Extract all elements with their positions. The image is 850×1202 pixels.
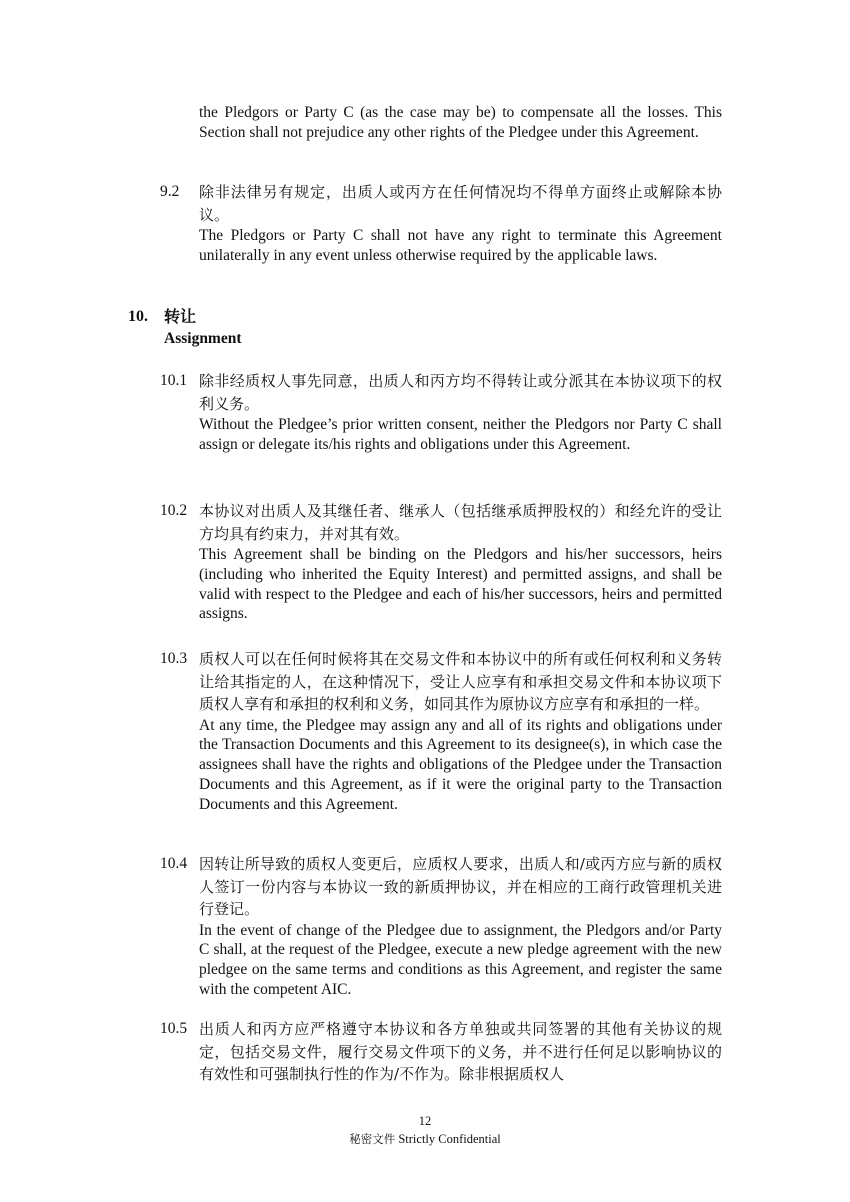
clause-text-en: At any time, the Pledgee may assign any and all of its rights and obligations under the Transaction Documents and this Agreement to its designee(s), in which case the assignees shall have the rights and obligations of the Pledgee under the Transaction Documents and this Agreement, as if it were the original party to the Transaction Documents and this Agreement. [199, 716, 722, 813]
clause-text-zh: 质权人可以在任何时候将其在交易文件和本协议中的所有或任何权利和义务转让给其指定的人，在这种情况下，受让人应享有和承担交易文件和本协议项下质权人享有和承担的权利和义务，如同其作为原协议方应享有和承担的一样。 [199, 650, 722, 713]
clause-10-5 [160, 1018, 726, 1086]
confidential-label-en: Strictly Confidential [398, 1132, 501, 1146]
section-heading [128, 305, 628, 349]
clause-10-2 [160, 500, 726, 624]
confidentiality-footer [0, 1131, 850, 1147]
clause-number: 10.2 [160, 502, 188, 519]
confidential-label-zh: 秘密文件 [349, 1132, 396, 1146]
clause-text-en: This Agreement shall be binding on the Pledgors and his/her successors, heirs (including who inherited the Equity Interest) and permitted assigns, and shall be valid with respect to the Pledgee and each of his/her successors, heirs and permitted assigns. [199, 546, 722, 623]
clause-number: 10.5 [160, 1020, 188, 1037]
clause-text-zh: 除非经质权人事先同意，出质人和丙方均不得转让或分派其在本协议项下的权利义务。 [199, 372, 722, 413]
clause-text-zh: 本协议对出质人及其继任者、继承人（包括继承质押股权的）和经允许的受让方均具有约束力，并对其有效。 [199, 502, 722, 543]
section-title-en: Assignment [164, 330, 242, 347]
clause-text-en: The Pledgors or Party C shall not have any right to terminate this Agreement unilaterally in any event unless otherwise required by the applicable laws. [199, 227, 722, 264]
clause-text-zh: 除非法律另有规定，出质人或丙方在任何情况均不得单方面终止或解除本协议。 [199, 183, 722, 224]
clause-10-1 [160, 370, 726, 455]
section-title-zh: 转让 [164, 307, 197, 326]
clause-10-3 [160, 648, 726, 814]
clause-text-en: Without the Pledgee’s prior written consent, neither the Pledgors nor Party C shall assign or delegate its/his rights and obligations under this Agreement. [199, 416, 722, 453]
clause-10-4 [160, 853, 726, 1000]
clause-number: 10.1 [160, 372, 188, 389]
clause-9-2 [160, 181, 726, 266]
clause-number: 9.2 [160, 183, 180, 200]
page-number: 12 [418, 1114, 432, 1128]
section-number: 10. [128, 308, 148, 325]
clause-text-en: In the event of change of the Pledgee due to assignment, the Pledgors and/or Party C shall, at the request of the Pledgee, execute a new pledge agreement with the new pledgee on the same terms and conditions as this Agreement, and register the same with the competent AIC. [199, 921, 722, 998]
clause-number: 10.3 [160, 650, 188, 667]
clause-text-zh: 出质人和丙方应严格遵守本协议和各方单独或共同签署的其他有关协议的规定，包括交易文件，履行交易文件项下的义务，并不进行任何足以影响协议的有效性和可强制执行性的作为/不作为。除非根据质权人 [199, 1020, 722, 1083]
clause-text-zh: 因转让所导致的质权人变更后，应质权人要求，出质人和/或丙方应与新的质权人签订一份内容与本协议一致的新质押协议，并在相应的工商行政管理机关进行登记。 [199, 855, 722, 918]
continuation-paragraph: the Pledgors or Party C (as the case may be) to compensate all the losses. This Section shall not prejudice any other rights of the Pledgee under this Agreement. [199, 104, 722, 141]
clause-number: 10.4 [160, 855, 188, 872]
